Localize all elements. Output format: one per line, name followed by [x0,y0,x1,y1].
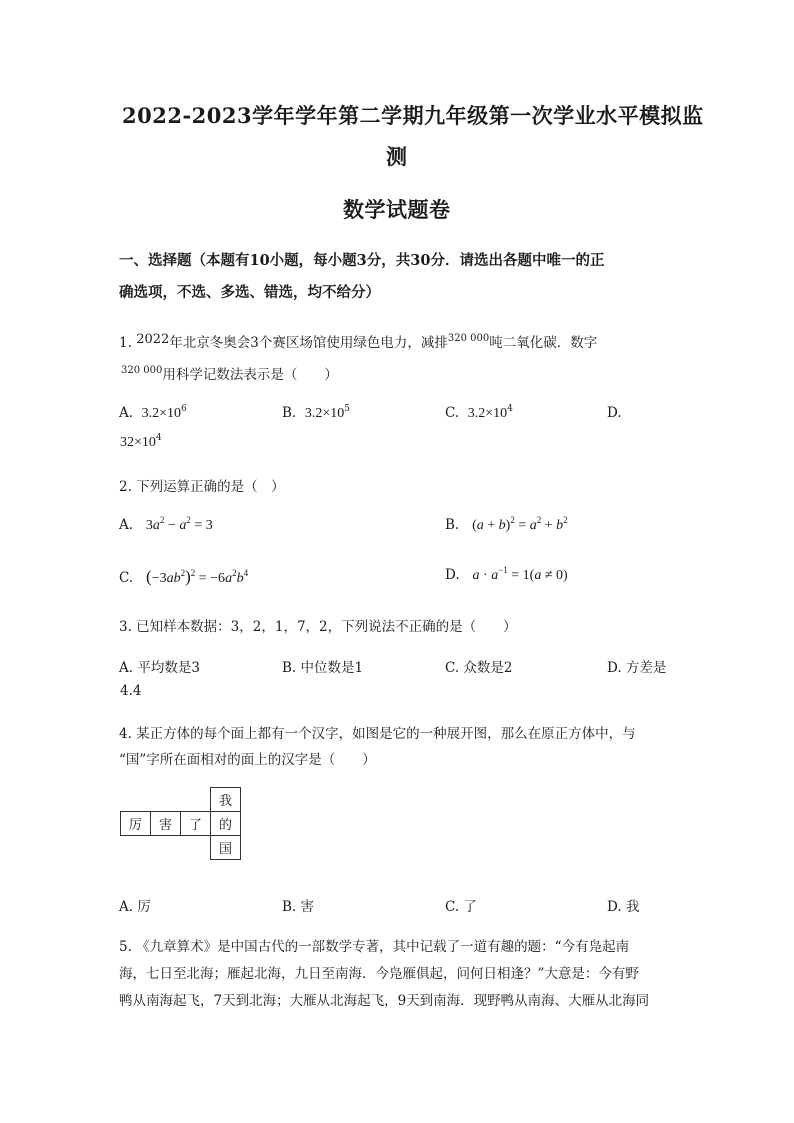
option-label: A. [119,517,134,533]
option-label: C. [445,405,460,421]
question-1-line2 [121,363,338,383]
option-b [282,405,350,422]
year-value: 2022 [136,332,170,347]
option-d-value [120,434,162,451]
q3-option-c: C. 众数是2 [445,660,513,676]
number-value: 320 000 [447,333,490,344]
option-value: 3.2×10 [304,406,345,421]
net-cell: 的 [211,812,241,836]
page-title-line1: 2022-2023学年学年第二学期九年级第一次学业水平模拟监 [122,103,704,128]
option-label: A. [119,405,134,421]
net-cell: 了 [181,812,211,836]
question-text: 年北京冬奥会3个赛区场馆使用绿色电力，减排 [169,335,448,351]
exponent: 4 [155,433,162,443]
q4-option-c: C. 了 [445,899,477,915]
option-label: B. [445,517,460,533]
question-text: 用科学记数法表示是（ ） [162,367,338,383]
option-value: 3.2×10 [467,406,508,421]
question-4-line1: 4. 某正方体的每个面上都有一个汉字，如图是它的一种展开图，那么在原正方体中，与 [119,726,636,742]
question-5-line2: 海，七日至北海；雁起北海，九日至南海．今凫雁俱起，问何日相逢？”大意是：今有野 [119,966,639,982]
question-text: 吨二氧化碳．数字 [489,335,598,351]
option-label: B. [282,405,297,421]
section-heading-line1: 一、选择题（本题有10小题，每小题3分，共30分．请选出各题中唯一的正 [119,252,605,269]
q4-option-b: B. 害 [282,899,315,915]
option-label: D. [607,405,622,421]
q4-option-a: A. 厉 [119,899,151,915]
q2-option-a: A. $3a^2 - a^2 = 3$ [119,515,213,533]
option-value: 3.2×10 [141,406,182,421]
number-value: 320 000 [121,365,163,376]
question-3: 3. 已知样本数据：3，2，1，7，2，下列说法不正确的是（ ） [119,619,517,635]
q3-option-a: A. 平均数是3 [119,660,200,676]
option-a [119,405,187,422]
question-5-line3: 鸭从南海起飞，7天到北海；大雁从北海起飞，9天到南海．现野鸭从南海、大雁从北海同 [119,993,650,1009]
exponent: 5 [344,404,350,414]
q2-option-c: C. $(-3ab^2)^2 = -6a^2b^4$ [119,567,249,586]
q3-option-d: D. 方差是 [607,660,667,676]
question-4-line2: “国”字所在面相对的面上的汉字是（ ） [119,752,376,768]
exponent: 6 [181,404,187,414]
q4-option-d: D. 我 [607,899,640,915]
net-cell: 厉 [121,812,151,836]
section-heading-line2: 确选项，不选、多选、错选，均不给分） [119,284,380,301]
q3-option-b: B. 中位数是1 [282,660,364,676]
option-label: D. [445,567,460,583]
question-number: 1. [119,335,132,351]
q3-option-d-value: 4.4 [120,683,142,699]
question-1-line1 [119,331,597,351]
page-title-line2: 测 [386,144,408,169]
page-subtitle: 数学试题卷 [343,197,451,222]
option-c [445,405,513,422]
option-d [607,405,622,421]
question-5-line1: 5. 《九章算术》是中国古代的一部数学专著，其中记载了一道有趣的题：“今有凫起南 [119,939,630,955]
cube-net-diagram [120,787,241,860]
option-label: C. [119,570,134,586]
q2-option-b: B. $(a + b)^2 = a^2 + b^2$ [445,515,568,533]
question-2: 2. 下列运算正确的是（ ） [119,479,285,495]
net-cell-bottom: 国 [211,836,241,860]
option-value: 32×10 [120,435,156,450]
q2-option-d: D. $a \cdot a^{-1} = 1(a \ne 0)$ [445,565,568,583]
net-cell: 害 [151,812,181,836]
exponent: 4 [507,404,513,414]
net-cell-top: 我 [211,788,241,812]
